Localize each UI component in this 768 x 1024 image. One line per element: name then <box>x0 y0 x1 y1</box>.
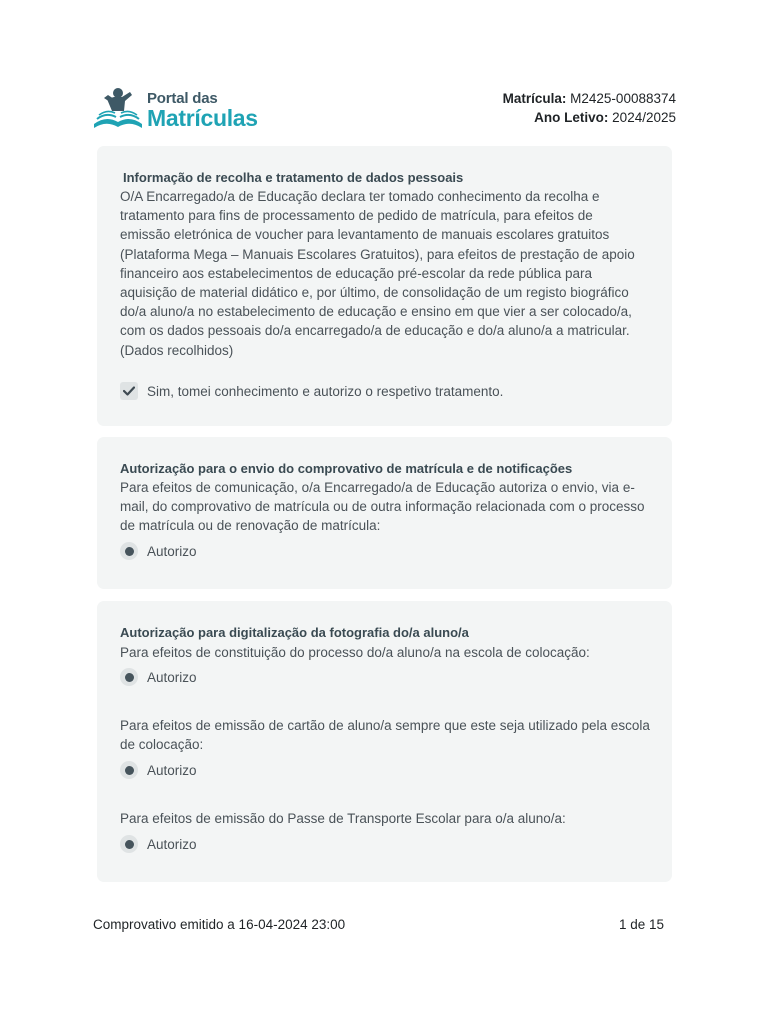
photo-digitization-title: Autorização para digitalização da fotografia do/a aluno/a <box>120 625 469 640</box>
notifications-authorize-option[interactable] <box>120 542 197 560</box>
photo-q3-radio-label: Autorizo <box>147 836 197 852</box>
document-footer <box>93 917 664 932</box>
photo-q3-authorize-option[interactable] <box>120 835 197 853</box>
page-indicator: 1 de 15 <box>618 917 664 932</box>
matricula-value: M2425-00088374 <box>570 91 676 106</box>
issued-timestamp: Comprovativo emitido a 16-04-2024 23:00 <box>93 917 346 932</box>
notifications-card <box>97 437 672 589</box>
checkmark-icon <box>123 386 135 396</box>
matricula-label: Matrícula: <box>502 91 567 106</box>
notifications-title: Autorização para o envio do comprovativo de matrícula e de notificações <box>120 461 573 476</box>
radio-selected-icon[interactable] <box>120 761 138 779</box>
data-processing-consent[interactable] <box>120 382 503 400</box>
portal-das-matriculas-logo <box>92 84 292 134</box>
ano-letivo-value: 2024/2025 <box>612 110 676 125</box>
student-reading-book-logo-icon <box>92 84 146 132</box>
notifications-radio-label: Autorizo <box>147 543 197 559</box>
data-processing-card <box>97 146 672 426</box>
ano-letivo-line <box>503 108 676 127</box>
matricula-line <box>503 89 676 108</box>
notifications-text: Para efeitos de comunicação, o/a Encarregado/a de Educação autoriza o envio, via e-mail, do comprovativo de matrícula ou de outra informação relacionada com o processo de matrícula ou de renovação de matrícula: <box>120 480 645 534</box>
photo-q3-text: Para efeitos de emissão do Passe de Transporte Escolar para o/a aluno/a: <box>120 811 566 826</box>
logo-text-portal: Portal das <box>147 90 218 107</box>
data-processing-text: O/A Encarregado/a de Educação declara ter tomado conhecimento da recolha e tratamento para fins de processamento de pedido de matrícula, para efeitos de emissão eletrónica de voucher para levantamento de manuais escolares gratuitos (Plataforma Mega – Manuais Escolares Gratuitos), para efeitos de prestação de apoio financeiro aos estabelecimentos de educação pré-escolar da rede pública para aquisição de material didático e, por último, de consolidação de um registo biográfico do/a aluno/a no estabelecimento de educação e ensino em que vier a ser colocado/a, com os dados pessoais do/a encarregado/a de educação e do/a aluno/a a matricular. (Dados recolhidos) <box>120 189 635 358</box>
enrollment-meta <box>503 89 676 127</box>
photo-q1-radio-label: Autorizo <box>147 669 197 685</box>
data-processing-title: Informação de recolha e tratamento de dados pessoais <box>123 170 464 185</box>
photo-q1-text: Para efeitos de constituição do processo do/a aluno/a na escola de colocação: <box>120 645 590 660</box>
radio-selected-icon[interactable] <box>120 835 138 853</box>
document-header <box>92 84 676 134</box>
logo-text-matriculas: Matrículas <box>147 105 258 131</box>
photo-digitization-card <box>97 601 672 882</box>
ano-letivo-label: Ano Letivo: <box>534 110 609 125</box>
radio-selected-icon[interactable] <box>120 668 138 686</box>
photo-q2-authorize-option[interactable] <box>120 761 197 779</box>
photo-q2-text: Para efeitos de emissão de cartão de aluno/a sempre que este seja utilizado pela escola de colocação: <box>120 718 650 753</box>
photo-q1-authorize-option[interactable] <box>120 668 197 686</box>
radio-selected-icon[interactable] <box>120 542 138 560</box>
consent-checkbox-label: Sim, tomei conhecimento e autorizo o respetivo tratamento. <box>147 383 504 399</box>
photo-q2-radio-label: Autorizo <box>147 762 197 778</box>
consent-checkbox[interactable] <box>120 382 138 400</box>
